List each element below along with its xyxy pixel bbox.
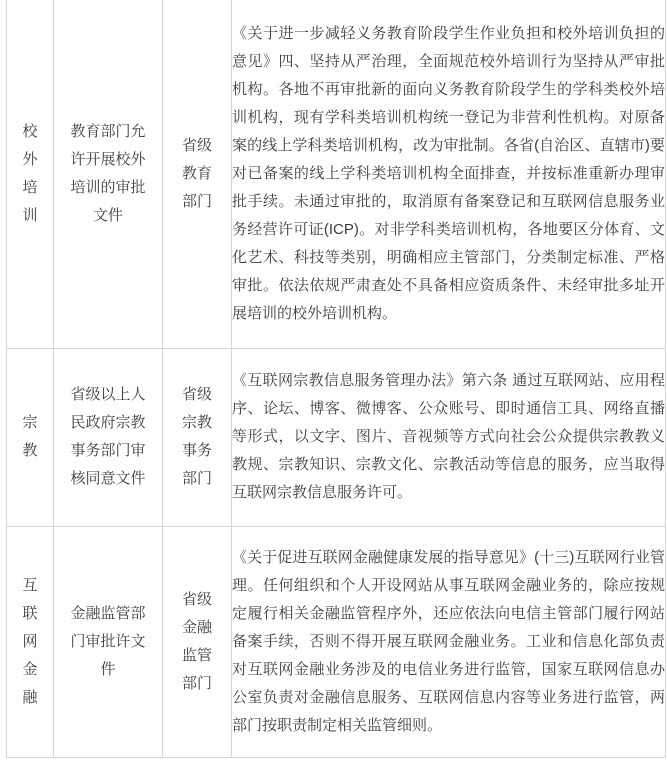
approval-department-text: 省级宗教事务部门 [182, 386, 213, 487]
category-label: 校外培训 [22, 122, 38, 224]
category-label: 宗教 [22, 414, 38, 459]
approval-department-cell [163, 0, 232, 348]
regulation-basis-cell [232, 348, 666, 526]
regulation-table-body [7, 0, 666, 757]
approval-department-text: 省级教育部门 [182, 136, 213, 210]
regulation-basis-cell [232, 526, 666, 757]
regulation-basis-cell [232, 0, 666, 348]
category-label: 互联网金融 [22, 576, 38, 706]
approval-document-text: 金融监管部门审批许文件 [70, 604, 146, 678]
table-row-religion [7, 348, 666, 526]
approval-document-text: 教育部门允许开展校外培训的审批文件 [70, 122, 146, 224]
category-cell [7, 0, 54, 348]
regulation-basis-text: 《互联网宗教信息服务管理办法》第六条 通过互联网站、应用程序、论坛、博客、微博客、公众账号、即时通信工具、网络直播等形式，以文字、图片、音视频等方式向社会公众提供宗教教义教规、宗教知识、宗教文化、宗教活动等信息的服务，应当取得互联网宗教信息服务许可。 [232, 372, 665, 501]
category-cell [7, 526, 54, 757]
table-row-internet-finance [7, 526, 666, 757]
table-row-offcampus-training [7, 0, 666, 348]
approval-department-cell [163, 526, 232, 757]
approval-document-cell [54, 526, 163, 757]
approval-department-cell [163, 348, 232, 526]
approval-document-cell [54, 0, 163, 348]
regulation-basis-text: 《关于促进互联网金融健康发展的指导意见》(十三)互联网行业管理。任何组织和个人开设网站从事互联网金融业务的，除应按规定履行相关金融监管程序外，还应依法向电信主管部门履行网站备案手续，否则不得开展互联网金融业务。工业和信息化部负责对互联网金融业务涉及的电信业务进行监管，国家互联网信息办公室负责对金融信息服务、互联网信息内容等业务进行监管，两部门按职责制定相关监管细则。 [232, 548, 665, 734]
regulation-table [6, 0, 666, 758]
approval-document-text: 省级以上人民政府宗教事务部门审核同意文件 [70, 386, 146, 487]
regulation-basis-text: 《关于进一步减轻义务教育阶段学生作业负担和校外培训负担的意见》四、坚持从严治理，全面规范校外培训行为坚持从严审批机构。各地不再审批新的面向义务教育阶段学生的学科类校外培训机构，现有学科类培训机构统一登记为非营利性机构。对原备案的线上学科类培训机构，改为审批制。各省(自治区、直辖市)要对已备案的线上学科类培训机构全面排查，并按标准重新办理审批手续。未通过审批的，取消原有备案登记和互联网信息服务业务经营许可证(ICP)。对非学科类培训机构，各地要区分体育、文化艺术、科技等类别，明确相应主管部门，分类制定标准、严格审批。依法依规严肃查处不具备相应资质条件、未经审批多址开展培训的校外培训机构。 [232, 24, 665, 322]
category-cell [7, 348, 54, 526]
approval-document-cell [54, 348, 163, 526]
approval-department-text: 省级金融监管部门 [182, 590, 213, 692]
